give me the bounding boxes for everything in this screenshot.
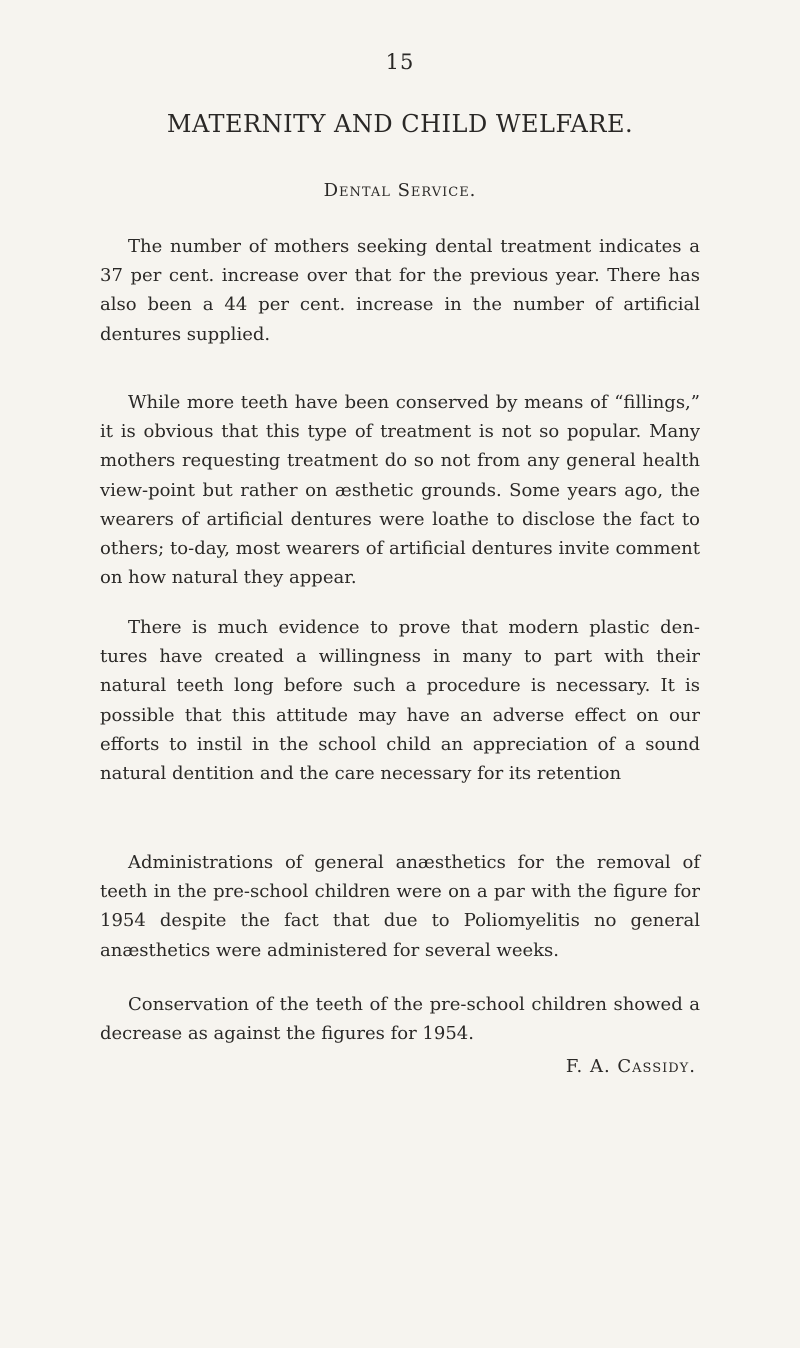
paragraph: The number of mothers seeking dental treatment indicates a 37 per cent. increase over that for the previous year. There has also been a 44 per cent. increase in the number of artificial dentures supplied. xyxy=(100,236,700,345)
paragraph: There is much evidence to prove that modern plastic den-tures have created a willingness in many to part with their natural teeth long before such a procedure is necessary. It is possible that this attitude may have an adverse effect on our efforts to instil in the school child an appreciation of a sound natural dentition and the care necessary for its retention xyxy=(100,617,700,785)
signature: F. A. Cassidy. xyxy=(565,1056,696,1077)
paragraph: While more teeth have been conserved by means of “fillings,” it is obvious that this type of treatment is not so popular. Many mothers requesting treatment do so not from any general health view-point but rather on æsthetic grounds. Some years ago, the wearers of artificial dentures were loathe to disclose the fact to others; to-day, most wearers of artificial dentures invite comment on how natural they appear. xyxy=(100,392,700,589)
page-number: 15 xyxy=(385,50,415,74)
paragraph: Administrations of general anæsthetics for the removal of teeth in the pre-school children were on a par with the figure for 1954 despite the fact that due to Poliomyelitis no general anæsthetics were administered for several weeks. xyxy=(100,852,700,961)
section-title: Dental Service. xyxy=(323,180,477,201)
paragraph: Conservation of the teeth of the pre-school children showed a decrease as against the figures for 1954. xyxy=(100,994,700,1045)
page-title: MATERNITY AND CHILD WELFARE. xyxy=(166,110,634,138)
